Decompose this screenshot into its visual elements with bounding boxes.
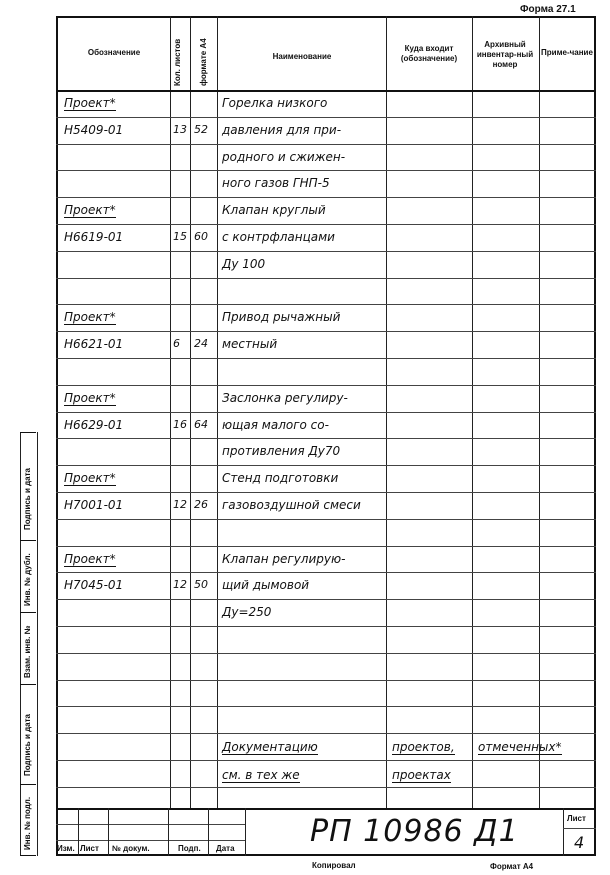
entry-sheets: 16 (173, 417, 187, 431)
entry-name-line: родного и сжижен- (222, 149, 346, 164)
entry-name-line: ного газов ГНП-5 (222, 176, 330, 191)
header-bottom-line (56, 90, 596, 92)
title-block-line (56, 840, 245, 841)
header-name: Наименование (272, 52, 332, 61)
title-block-divider (108, 808, 109, 856)
row-line (56, 412, 596, 413)
title-block-divider (168, 808, 169, 856)
row-line (56, 197, 596, 198)
row-line (56, 572, 596, 573)
entry-name-line: Стенд подготовки (222, 471, 339, 486)
sheet-number: 4 (574, 833, 585, 852)
entry-a4: 50 (194, 578, 208, 592)
footnote-word: Документацию (222, 740, 318, 754)
row-line (56, 599, 596, 600)
row-line (56, 653, 596, 654)
header-a4-format: формате А4 (199, 38, 208, 86)
entry-a4: 60 (194, 230, 208, 243)
row-line (56, 144, 596, 145)
row-line (56, 733, 596, 734)
entry-a4: 52 (194, 122, 208, 136)
row-line (56, 117, 596, 118)
entry-a4: 64 (194, 417, 208, 431)
entry-designation: Н7001-01 (64, 498, 124, 512)
row-line (56, 706, 596, 707)
entry-name-line: с контрфланцами (222, 230, 335, 244)
side-dubl-inv: Инв. № дубл. (23, 553, 32, 606)
entry-name-line: ющая малого со- (222, 417, 329, 432)
row-line (56, 626, 596, 627)
entry-project: Проект* (64, 390, 116, 405)
title-block-divider (208, 808, 209, 856)
kopiroval-label: Копировал (312, 861, 356, 870)
footnote-word: см. в тех же (222, 768, 300, 782)
side-orig-inv: Инв. № подл. (23, 796, 32, 850)
row-line (56, 358, 596, 359)
row-line (56, 465, 596, 466)
row-line (56, 170, 596, 171)
entry-name-line: Привод рычажный (222, 310, 341, 325)
entry-designation: Н6619-01 (64, 230, 124, 244)
title-block-divider (563, 808, 564, 856)
entry-project: Проект* (64, 471, 116, 486)
title-block-line (56, 824, 245, 825)
entry-name-line: газовоздушной смеси (222, 498, 361, 512)
entry-sheets: 12 (173, 498, 187, 511)
entry-name-line: давления для при- (222, 122, 342, 137)
footnote-word: проектах (392, 768, 451, 782)
header-archive-no: Архивный инвентар-ный номер (476, 40, 534, 69)
entry-name-line: Ду=250 (222, 605, 272, 620)
side-stamp-border (37, 432, 38, 856)
row-line (56, 519, 596, 520)
entry-designation: Н6629-01 (64, 417, 124, 432)
header-note: Приме-чание (541, 48, 593, 57)
entry-name-line: Клапан регулирую- (222, 551, 346, 566)
document-code: РП 10986 Д1 (310, 814, 519, 849)
entry-sheets: 12 (173, 578, 187, 592)
entry-a4: 24 (194, 337, 208, 351)
row-line (56, 304, 596, 305)
side-sign-date-top: Подпись и дата (23, 468, 32, 530)
title-izm: Изм. (57, 844, 75, 853)
title-doc-no: № докум. (112, 844, 150, 853)
title-block-line (563, 828, 596, 829)
entry-designation: Н5409-01 (64, 122, 124, 137)
title-date: Дата (216, 844, 235, 853)
row-line (56, 760, 596, 761)
footnote-word: отмеченных* (478, 740, 562, 754)
entry-a4: 26 (194, 498, 208, 511)
title-podp: Подп. (178, 844, 201, 853)
entry-name-line: Ду 100 (222, 256, 266, 271)
entry-sheets: 13 (173, 122, 187, 136)
entry-name-line: местный (222, 337, 278, 352)
footnote-word: проектов, (392, 740, 455, 754)
entry-sheets: 15 (173, 230, 187, 243)
entry-project: Проект* (64, 96, 116, 110)
entry-name-line: щий дымовой (222, 578, 310, 593)
row-line (56, 787, 596, 788)
row-line (56, 251, 596, 252)
row-line (56, 680, 596, 681)
entry-name-line: противления Ду70 (222, 444, 341, 459)
entry-name-line: Клапан круглый (222, 203, 326, 218)
header-designation: Обозначение (87, 48, 141, 57)
entry-project: Проект* (64, 203, 116, 218)
form-label: Форма 27.1 (520, 4, 576, 15)
entry-name-line: Горелка низкого (222, 96, 328, 110)
row-line (56, 224, 596, 225)
entry-designation: Н7045-01 (64, 578, 124, 593)
title-block-divider (245, 808, 246, 856)
entry-name-line: Заслонка регулиру- (222, 390, 348, 405)
sheet-label: Лист (567, 814, 586, 823)
side-replace-inv: Взам. инв. № (23, 625, 32, 678)
entry-project: Проект* (64, 310, 116, 325)
title-block-top (56, 808, 596, 810)
entry-project: Проект* (64, 551, 116, 566)
row-line (56, 331, 596, 332)
side-sign-date-bottom: Подпись и дата (23, 714, 32, 776)
entry-designation: Н6621-01 (64, 337, 124, 352)
row-line (56, 546, 596, 547)
title-list: Лист (80, 844, 99, 853)
entry-sheets: 6 (173, 337, 180, 351)
spec-sheet-frame (56, 16, 596, 856)
row-line (56, 385, 596, 386)
row-line (56, 278, 596, 279)
format-label: Формат А4 (490, 862, 534, 871)
header-where-used: Куда входит (обозначение) (400, 44, 458, 63)
row-line (56, 438, 596, 439)
header-sheets-count: Кол. листов (173, 38, 182, 86)
row-line (56, 492, 596, 493)
